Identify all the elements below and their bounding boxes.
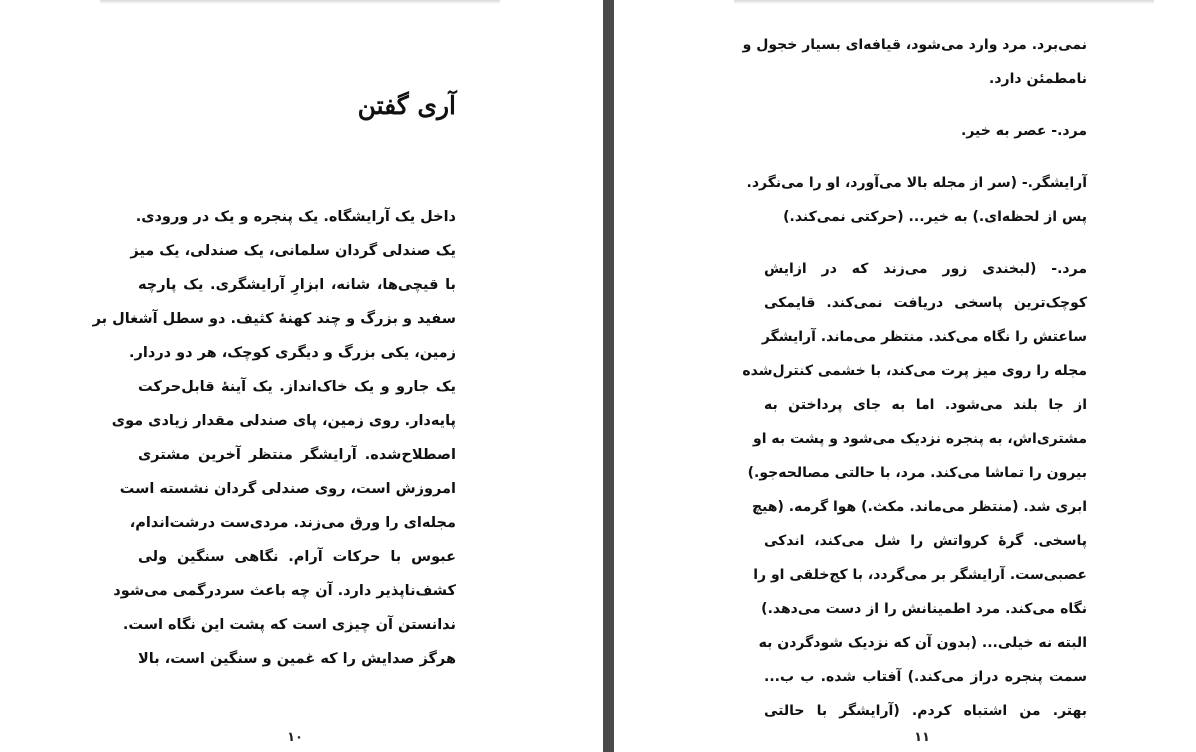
text-line: مجله‌ای را ورق می‌زند. مردی‌ست درشت‌اندام، bbox=[129, 515, 456, 531]
text-line: عصبی‌ست. آرایشگر بر می‌گردد، با کج‌خلقی او را bbox=[753, 567, 1087, 583]
text-line: نگاه می‌کند. مرد اطمینانش را از دست می‌دهد.) bbox=[761, 601, 1087, 617]
text-line: با قیچی‌ها، شانه، ابزارِ آرایشگری. یک پارچه bbox=[138, 277, 456, 293]
text-line: عبوس با حرکات آرام. نگاهی سنگین ولی bbox=[138, 549, 456, 565]
text-line: نمی‌برد. مرد وارد می‌شود، قیافه‌ای بسیار خجول و bbox=[742, 37, 1087, 53]
paragraph-gap bbox=[764, 96, 1087, 114]
paragraph-gap bbox=[764, 148, 1087, 166]
text-line: کوچک‌ترین پاسخی دریافت نمی‌کند. قایمکی bbox=[764, 295, 1087, 311]
page-number: ۱۱ bbox=[914, 730, 930, 745]
text-line: بیرون را تماشا می‌کند. مرد، با حالتی مصالحه‌جو.) bbox=[747, 465, 1087, 481]
text-line: پاسخی. گرهٔ کرواتش را شل می‌کند، اندکی bbox=[764, 533, 1087, 549]
text-line: ندانستن آن چیزی است که پشت این نگاه است. bbox=[122, 617, 456, 633]
page-number: ۱۰ bbox=[287, 730, 303, 745]
text-line: داخل یک آرایشگاه. یک پنجره و یک در ورودی. bbox=[135, 209, 456, 225]
text-line: ابری شد. (منتظر می‌ماند. مکث.) هوا گرمه. (هیچ bbox=[751, 499, 1087, 515]
text-line: مرد.- عصر به خیر. bbox=[961, 123, 1087, 139]
book-gutter bbox=[603, 0, 614, 752]
chapter-title: آری گفتن bbox=[357, 91, 456, 120]
right-page bbox=[614, 0, 1196, 752]
text-line: پس از لحظه‌ای.) به خیر... (حرکتی نمی‌کند.) bbox=[783, 209, 1087, 225]
text-line: مجله را روی میز پرت می‌کند، با خشمی کنترل‌شده bbox=[742, 363, 1087, 379]
text-line: امروزش است، روی صندلی گردان نشسته است bbox=[119, 481, 456, 497]
text-line: سفید و بزرگ و چند کهنهٔ کثیف. دو سطل آشغال بر bbox=[92, 311, 456, 327]
text-line: نامطمئن دارد. bbox=[989, 71, 1087, 87]
text-line: مرد.- (لبخندی زور می‌زند که در ازایش bbox=[764, 261, 1087, 277]
text-line: پایه‌دار. روی زمین، پای صندلی مقدار زیادی موی bbox=[111, 413, 456, 429]
page-top-shadow bbox=[100, 0, 500, 4]
paragraph-gap bbox=[764, 234, 1087, 252]
left-body-text bbox=[92, 200, 456, 676]
right-body-text bbox=[742, 28, 1087, 728]
text-line: هرگز صدایش را که غمین و سنگین است، بالا bbox=[138, 651, 456, 667]
page-top-shadow bbox=[734, 0, 1154, 4]
text-line: ساعتش را نگاه می‌کند. منتظر می‌ماند. آرایشگر bbox=[761, 329, 1087, 345]
text-line: بهتر. من اشتباه کردم. (آرایشگر با حالتی bbox=[764, 703, 1087, 719]
text-line: سمت پنجره دراز می‌کند.) آفتاب شده. ب ب... bbox=[764, 669, 1087, 685]
text-line: زمین، یکی بزرگ و دیگری کوچک، هر دو دردار. bbox=[129, 345, 456, 361]
text-line: البته نه خیلی... (بدون آن که نزدیک شودگردن به bbox=[758, 635, 1087, 651]
text-line: اصطلاح‌شده. آرایشگر منتظر آخرین مشتری bbox=[138, 447, 456, 463]
text-line: یک صندلی گردان سلمانی، یک صندلی، یک میز bbox=[130, 243, 456, 259]
text-line: مشتری‌اش، به پنجره نزدیک می‌شود و پشت به او bbox=[753, 431, 1087, 447]
text-line: یک جارو و یک خاک‌انداز. یک آینهٔ قابل‌حرکت bbox=[138, 379, 456, 395]
text-line: کشف‌ناپذیر دارد. آن چه باعث سردرگمی می‌شود bbox=[113, 583, 456, 599]
text-line: از جا بلند می‌شود. اما به جای پرداختن به bbox=[764, 397, 1087, 413]
text-line: آرایشگر.- (سر از مجله بالا می‌آورد، او را می‌نگرد. bbox=[746, 175, 1087, 191]
